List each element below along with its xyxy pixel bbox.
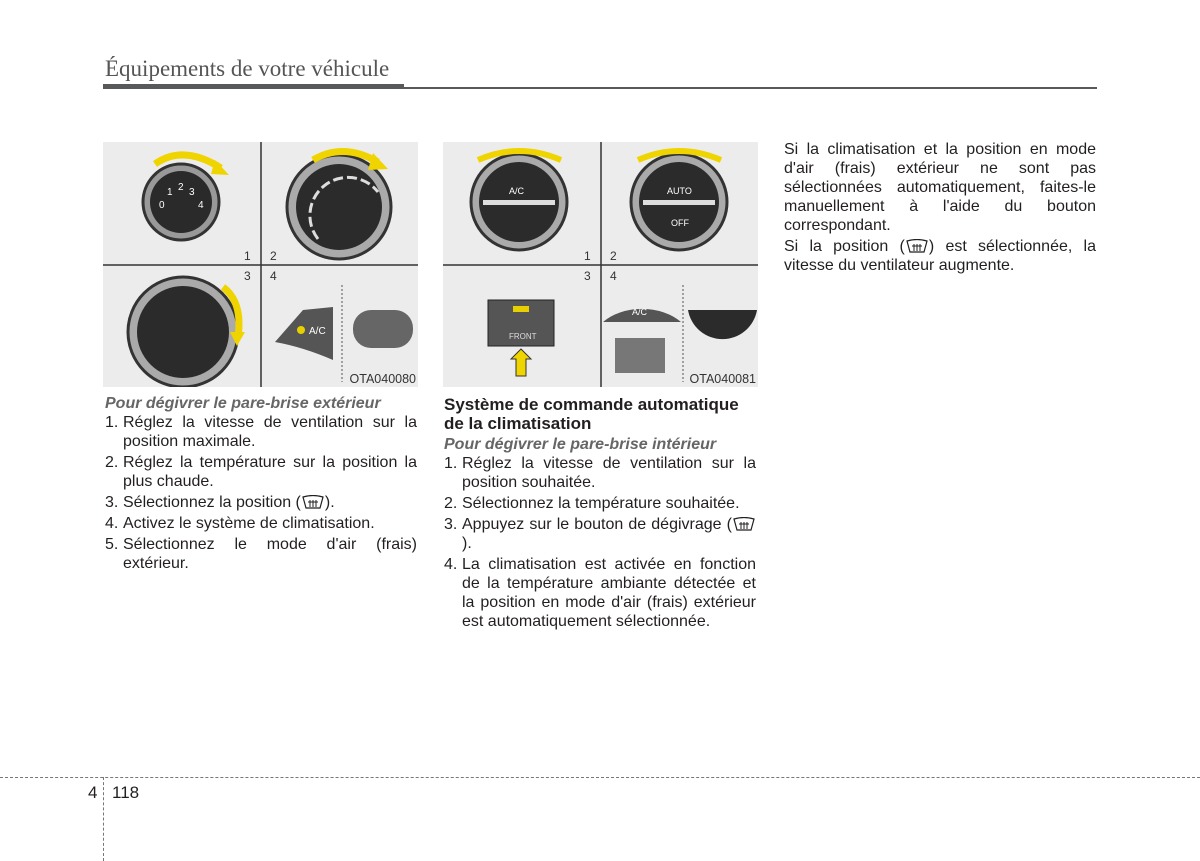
fan-label: 0 — [159, 200, 165, 211]
ac-label: A/C — [632, 307, 648, 317]
page-header-title: Équipements de votre véhicule — [105, 56, 390, 81]
list-item: 2. Réglez la température sur la position la plus chaude. — [105, 454, 417, 490]
list-item: 1. Réglez la vitesse de ventilation sur la position maximale. — [105, 414, 417, 450]
panel-number: 2 — [610, 249, 617, 263]
panel-number: 4 — [270, 269, 277, 283]
front-label: FRONT — [509, 332, 537, 341]
list-item: 3. Appuyez sur le bouton de dégivrage (). — [444, 515, 756, 553]
windshield-defrost-icon — [732, 517, 756, 531]
chapter-number: 4 — [88, 783, 98, 802]
fan-label: 3 — [189, 187, 195, 198]
panel-number: 2 — [270, 249, 277, 263]
list-item: 4. La climatisation est activée en fonction de la température ambiante détectée et la position en mode d'air (frais) extérieur est automatiquement sélectionnée. — [444, 556, 756, 630]
windshield-defrost-icon — [905, 239, 929, 253]
temperature-knob — [287, 155, 391, 259]
header-rule — [103, 84, 404, 89]
ac-label: A/C — [309, 326, 326, 337]
ac-button — [603, 307, 681, 322]
figure-auto-climate-illustration — [443, 142, 758, 387]
list-item: 5. Sélectionnez le mode d'air (frais) extérieur. — [105, 536, 417, 572]
figure-auto-climate — [443, 142, 758, 387]
list-item: 2. Sélectionnez la température souhaitée. — [444, 495, 740, 512]
header-rule-thin — [404, 87, 1097, 89]
footer-rule — [0, 777, 1200, 778]
panel-number: 1 — [244, 249, 251, 263]
panel-number: 1 — [584, 249, 591, 263]
fan-label: 1 — [167, 187, 173, 198]
indicator-flash — [615, 338, 665, 373]
panel-number: 3 — [244, 269, 251, 283]
paragraph: Si la climatisation et la position en mode d'air (frais) extérieur ne sont pas sélectionnées automatiquement, faites-le manuellement à l'aide du bouton correspondant. — [784, 141, 1096, 234]
recirculation-button — [353, 310, 413, 348]
press-arrow-icon — [511, 349, 531, 376]
figure-manual-climate — [103, 142, 418, 387]
footer-rule-vertical — [103, 777, 104, 861]
list-item: 3. Sélectionnez la position ( ). — [105, 494, 335, 511]
section-subtitle: Pour dégivrer le pare-brise intérieur — [444, 436, 717, 453]
page-number: 118 — [112, 783, 140, 802]
figure-code: OTA040081 — [689, 372, 756, 386]
middle-column — [444, 395, 756, 633]
off-label: OFF — [671, 218, 689, 228]
panel-number: 3 — [584, 269, 591, 283]
recirculation-button — [688, 310, 757, 339]
figure-manual-climate-illustration — [103, 142, 418, 387]
fan-speed-knob — [143, 164, 219, 240]
ac-knob — [471, 154, 567, 250]
right-column — [784, 140, 1096, 277]
auto-knob — [631, 154, 727, 250]
mode-knob — [128, 277, 238, 387]
panel-number: 4 — [610, 269, 617, 283]
list-item: 1. Réglez la vitesse de ventilation sur la position souhaitée. — [444, 455, 756, 491]
section-subtitle: Pour dégivrer le pare-brise extérieur — [105, 395, 381, 412]
fan-label: 2 — [178, 182, 184, 193]
windshield-defrost-icon — [301, 495, 325, 509]
fan-label: 4 — [198, 200, 204, 211]
paragraph: Si la position ( ) est sélectionnée, la vitesse du ventilateur augmente. — [784, 238, 1097, 274]
list-item: 4. Activez le système de climatisation. — [105, 515, 375, 532]
figure-code: OTA040080 — [349, 372, 416, 386]
ac-label: A/C — [509, 186, 525, 196]
section-title: Système de commande automatique de la climatisation — [444, 395, 739, 433]
left-column — [105, 394, 417, 575]
auto-label: AUTO — [667, 186, 692, 196]
ac-button — [275, 307, 333, 360]
